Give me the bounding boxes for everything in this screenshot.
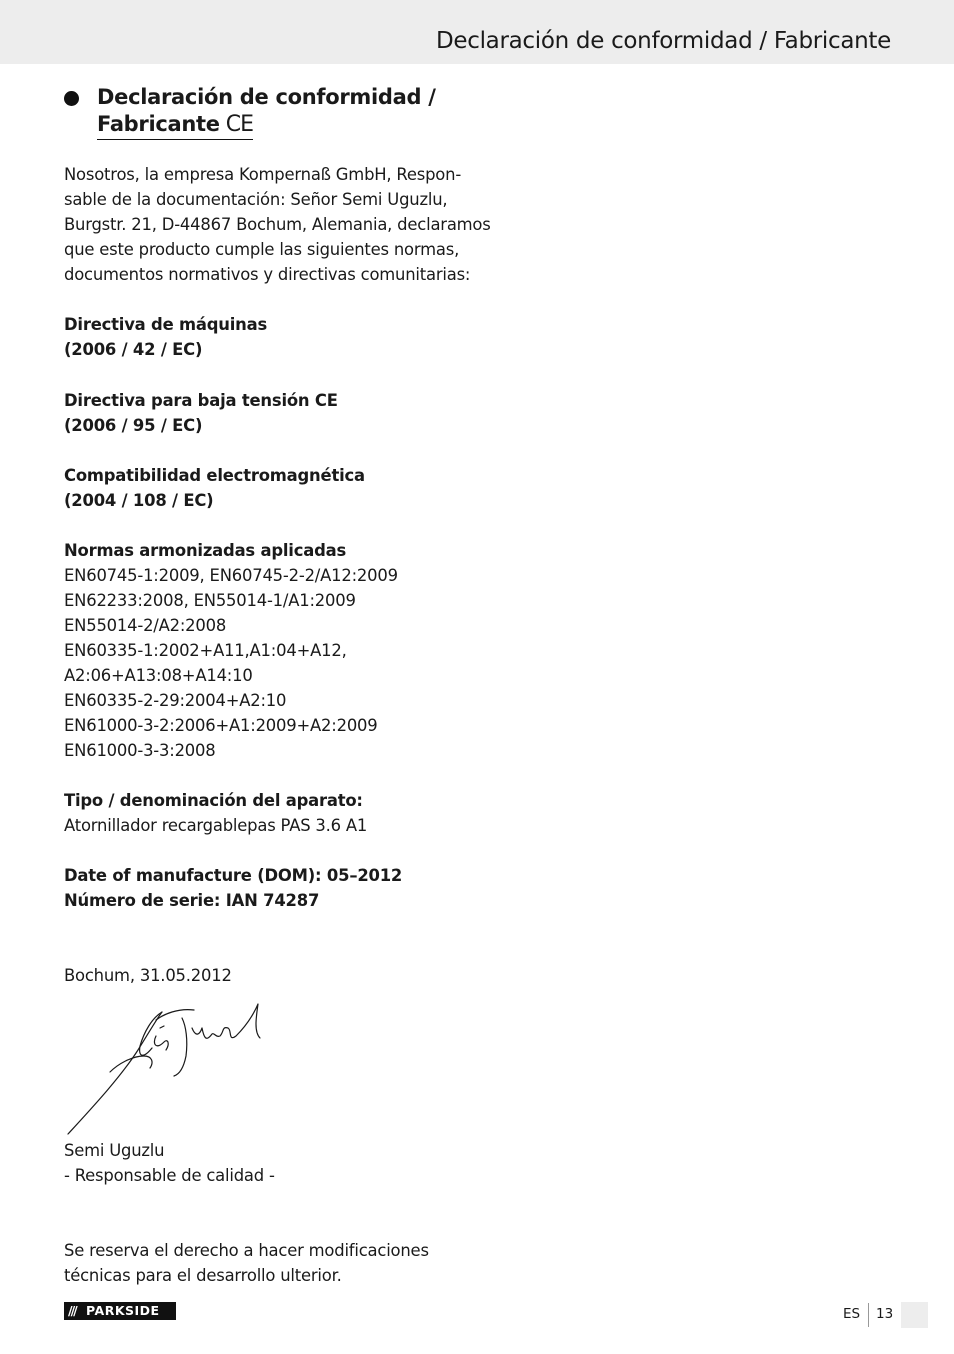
disclaimer-line: técnicas para el desarrollo ulterior. xyxy=(64,1266,342,1285)
ce-mark-icon: CE xyxy=(225,112,253,137)
standard-line: EN60335-2-29:2004+A2:10 xyxy=(64,691,287,710)
section-title-line1: Declaración de conformidad / xyxy=(97,85,436,109)
standard-line: EN61000-3-2:2006+A1:2009+A2:2009 xyxy=(64,716,378,735)
standard-line: A2:06+A13:08+A14:10 xyxy=(64,666,253,685)
disclaimer xyxy=(64,1238,494,1288)
page-number: 13 xyxy=(876,1306,894,1322)
intro-paragraph xyxy=(64,162,494,287)
harmonized-standards xyxy=(64,538,494,763)
intro-line: que este producto cumple las siguientes normas, xyxy=(64,240,460,259)
standard-line: EN61000-3-3:2008 xyxy=(64,741,216,760)
intro-line: documentos normativos y directivas comunitarias: xyxy=(64,265,471,284)
logo-slashes: /// xyxy=(68,1303,76,1318)
page-header-title: Declaración de conformidad / Fabricante xyxy=(435,28,891,54)
standard-line: EN60335-1:2002+A11,A1:04+A12, xyxy=(64,641,347,660)
footer-language: ES xyxy=(843,1306,861,1322)
standard-line: EN60745-1:2009, EN60745-2-2/A12:2009 xyxy=(64,566,398,585)
signatory-role: - Responsable de calidad - xyxy=(64,1166,275,1185)
place-date xyxy=(64,963,494,988)
standard-line: EN55014-2/A2:2008 xyxy=(64,616,227,635)
signature-image xyxy=(60,998,270,1138)
directive-machines xyxy=(64,312,494,362)
device-heading: Tipo / denominación del aparato: xyxy=(64,791,363,810)
directive-code: (2004 / 108 / EC) xyxy=(64,491,214,510)
footer-divider xyxy=(868,1303,869,1327)
serial-number: Número de serie: IAN 74287 xyxy=(64,891,320,910)
directive-name: Compatibilidad electromagnética xyxy=(64,466,365,485)
intro-line: Nosotros, la empresa Kompernaß GmbH, Respon- xyxy=(64,165,462,184)
directive-name: Directiva para baja tensión CE xyxy=(64,391,338,410)
device-type xyxy=(64,788,494,838)
standards-heading: Normas armonizadas aplicadas xyxy=(64,541,347,560)
signatory-name: Semi Uguzlu xyxy=(64,1141,165,1160)
directive-code: (2006 / 95 / EC) xyxy=(64,416,203,435)
intro-line: sable de la documentación: Señor Semi Uguzlu, xyxy=(64,190,448,209)
section-title xyxy=(97,84,436,140)
directive-emc xyxy=(64,463,494,513)
directive-code: (2006 / 42 / EC) xyxy=(64,340,203,359)
manufacture-date: Date of manufacture (DOM): 05–2012 xyxy=(64,866,403,885)
section-title-line2-wrap xyxy=(97,111,253,140)
section-title-line2: Fabricante xyxy=(97,112,220,136)
parkside-logo xyxy=(64,1302,176,1320)
signatory xyxy=(64,1138,494,1188)
bullet-icon xyxy=(64,91,79,106)
disclaimer-line: Se reserva el derecho a hacer modificaciones xyxy=(64,1241,429,1260)
standard-line: EN62233:2008, EN55014-1/A1:2009 xyxy=(64,591,356,610)
logo-text: PARKSIDE xyxy=(86,1303,160,1318)
footer-box xyxy=(901,1302,928,1328)
place-date-text: Bochum, 31.05.2012 xyxy=(64,966,232,985)
intro-line: Burgstr. 21, D-44867 Bochum, Alemania, declaramos xyxy=(64,215,491,234)
directive-low-voltage xyxy=(64,388,494,438)
directive-name: Directiva de máquinas xyxy=(64,315,268,334)
device-value: Atornillador recargablepas PAS 3.6 A1 xyxy=(64,816,368,835)
manufacture-info xyxy=(64,863,494,913)
